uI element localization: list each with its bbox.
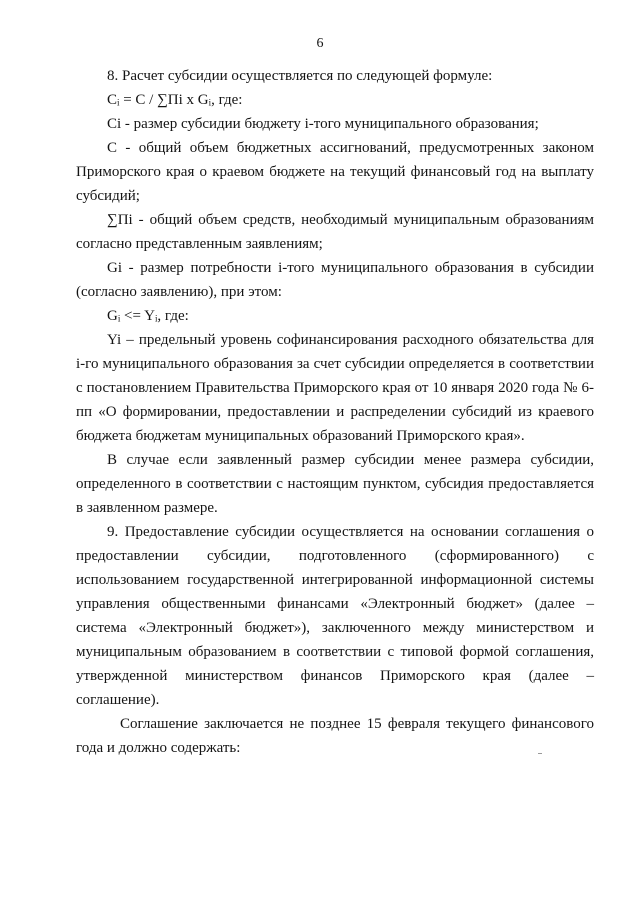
paragraph-agreement-deadline: Соглашение заключается не позднее 15 февраля текущего финансового года и должно содержать: — [76, 716, 594, 756]
stray-mark — [538, 753, 542, 754]
document-body — [76, 64, 594, 760]
constraint-formula: Gᵢ <= Yᵢ, где: — [107, 308, 189, 324]
definition-c: С - общий объем бюджетных ассигнований, предусмотренных законом Приморского края о краевом бюджете на текущий финансовый год на выплату субсидий; — [76, 140, 594, 204]
definition-sum-pi: ∑Пi - общий объем средств, необходимый муниципальным образованиям согласно представленным заявлениям; — [76, 212, 594, 252]
paragraph-claimed-amount: В случае если заявленный размер субсидии менее размера субсидии, определенного в соответствии с настоящим пунктом, субсидия предоставляется в заявленном размере. — [76, 452, 594, 516]
paragraph-9-agreement: 9. Предоставление субсидии осуществляется на основании соглашения о предоставлении субсидии, подготовленного (сформированного) с использованием государственной интегрированной информационной системы управления общественными финансами «Электронный бюджет» (далее – система «Электронный бюджет»), заключенного между министерством и муниципальным образованием в соответствии с типовой формой соглашения, утвержденной министерством финансов Приморского края (далее – соглашение). — [76, 524, 594, 708]
subsidy-formula: Cᵢ = C / ∑Пi x Gᵢ, где: — [107, 92, 243, 108]
definition-ci: Ci - размер субсидии бюджету i-того муниципального образования; — [107, 116, 539, 132]
definition-yi: Yi – предельный уровень софинансирования расходного обязательства для i-го муниципального образования за счет субсидии определяется в соответствии с постановлением Правительства Приморского края от 10 января 2020 года № 6-пп «О формировании, предоставлении и распределении субсидий из краевого бюджета бюджетам муниципальных образований Приморского края». — [76, 332, 594, 444]
paragraph-8-intro: 8. Расчет субсидии осуществляется по следующей формуле: — [107, 68, 493, 84]
definition-gi: Gi - размер потребности i-того муниципального образования в субсидии (согласно заявлению), при этом: — [76, 260, 594, 300]
page-number: 6 — [316, 36, 324, 51]
